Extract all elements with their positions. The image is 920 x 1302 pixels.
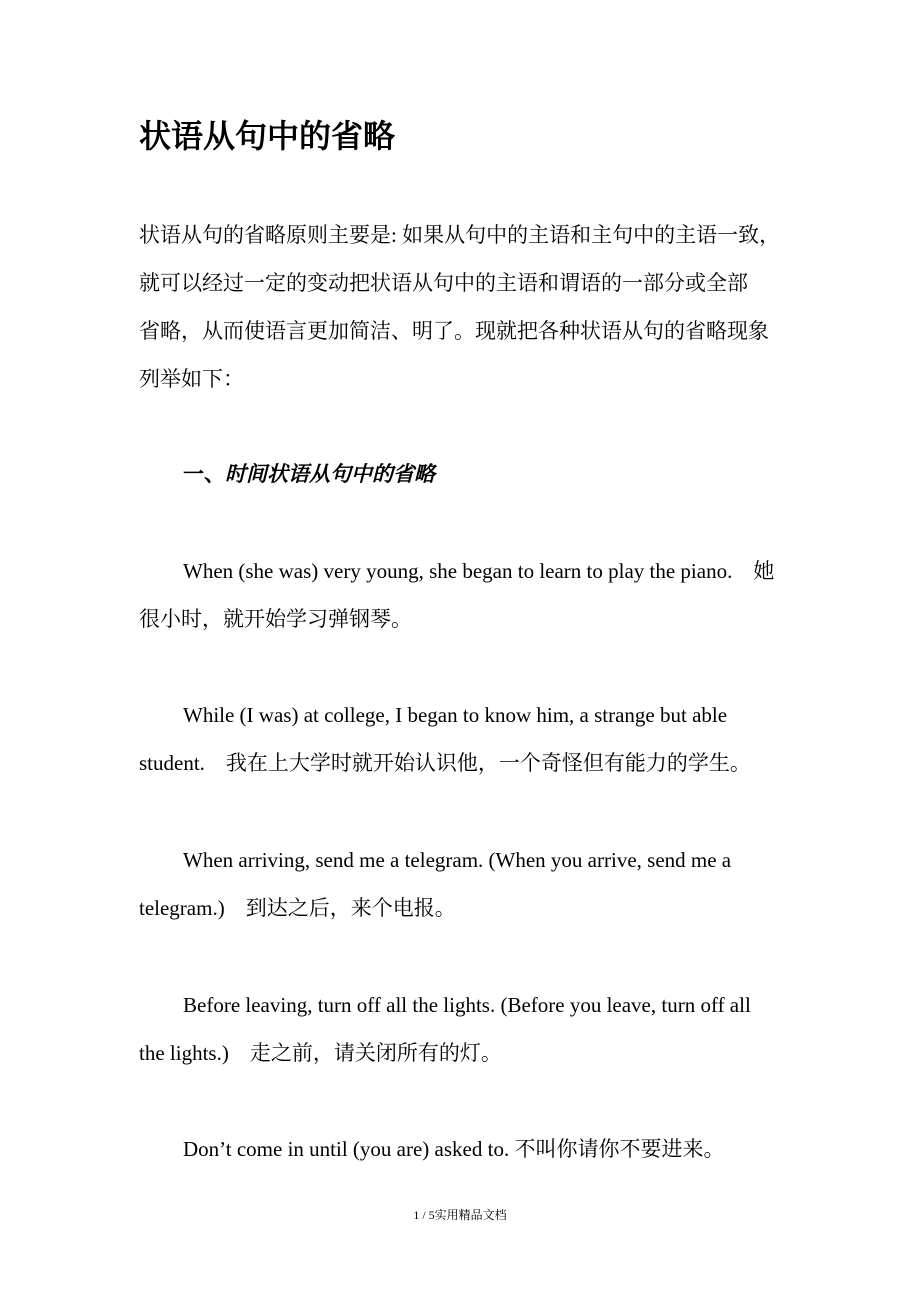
example-paragraph	[139, 547, 799, 643]
example-paragraph	[139, 981, 799, 1077]
intro-line: 就可以经过一定的变动把状语从句中的主语和谓语的一部分或全部	[139, 271, 748, 295]
example-line: While (I was) at college, I began to know him, a strange but able	[183, 703, 728, 727]
example-line: 很小时，就开始学习弹钢琴。	[139, 607, 412, 631]
intro-line: 列举如下：	[139, 367, 244, 391]
example-paragraph	[139, 691, 799, 787]
section-heading-time-clauses	[183, 450, 435, 498]
page-footer: 1 / 5实用精品文档	[413, 1208, 507, 1222]
example-line: student. 我在上大学时就开始认识他，一个奇怪但有能力的学生。	[139, 751, 751, 775]
example-line: the lights.) 走之前，请关闭所有的灯。	[139, 1041, 502, 1065]
document-title: 状语从句中的省略	[139, 118, 396, 154]
example-paragraph	[139, 1125, 799, 1173]
example-line: Before leaving, turn off all the lights. (Before you leave, turn off all	[183, 993, 751, 1017]
intro-line: 状语从句的省略原则主要是: 如果从句中的主语和主句中的主语一致，	[139, 223, 781, 247]
section-number: 一、	[183, 462, 225, 486]
example-line: telegram.) 到达之后，来个电报。	[139, 896, 456, 920]
section-heading-text: 时间状语从句中的省略	[225, 462, 435, 486]
example-line: Don’t come in until (you are) asked to. 不叫你请你不要进来。	[183, 1137, 725, 1161]
example-line: When (she was) very young, she began to learn to play the piano. 她	[183, 559, 775, 583]
example-line: When arriving, send me a telegram. (When you arrive, send me a	[183, 848, 732, 872]
intro-paragraph	[139, 211, 799, 403]
example-paragraph	[139, 836, 799, 932]
intro-line: 省略，从而使语言更加简洁、明了。现就把各种状语从句的省略现象	[139, 319, 769, 343]
